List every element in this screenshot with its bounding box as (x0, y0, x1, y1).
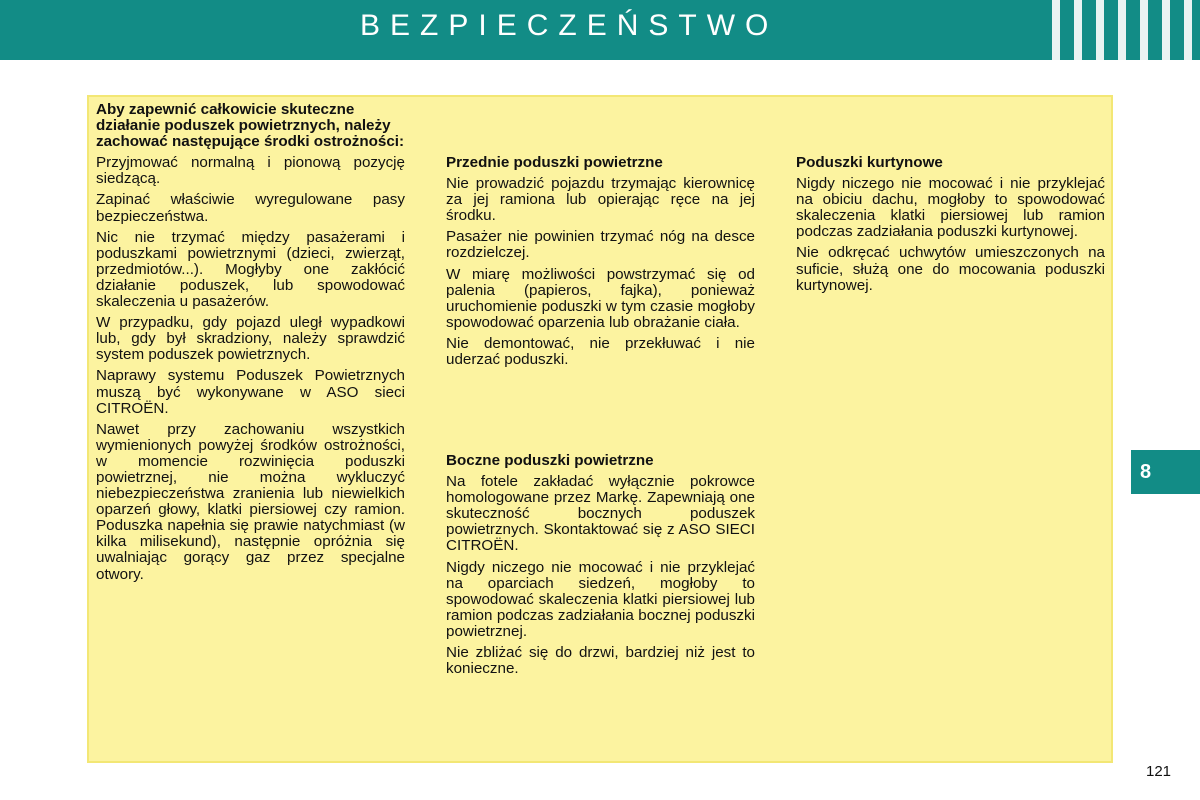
intro-paragraph: Nic nie trzymać między pasażerami i poduszkami powietrznymi (dzieci, zwierząt, przedmiotów...). Mogłyby one zakłócić działanie poduszek, lub spowodować skaleczenia u pasażerów. (96, 228, 405, 311)
page-number: 121 (1146, 763, 1172, 780)
curtain-airbags-section (796, 155, 1105, 299)
front-airbags-heading: Przednie poduszki powietrzne (446, 154, 663, 171)
front-airbags-section (446, 155, 755, 373)
front-airbags-paragraph: Pasażer nie powinien trzymać nóg na desce rozdzielczej. (446, 228, 755, 262)
curtain-airbags-heading: Poduszki kurtynowe (796, 154, 943, 171)
page-title: BEZPIECZEŃSTWO (360, 9, 779, 42)
header-decorative-stripes (1052, 0, 1200, 60)
side-airbags-heading: Boczne poduszki powietrzne (446, 452, 654, 469)
side-airbags-paragraph: Nie zbliżać się do drzwi, bardziej niż jest to konieczne. (446, 644, 755, 678)
side-airbags-paragraph: Nigdy niczego nie mocować i nie przyklejać na oparciach siedzeń, mogłoby to spowodować skaleczenia klatki piersiowej lub ramion podczas zadziałania bocznej poduszki powietrznej. (446, 558, 755, 640)
curtain-airbags-paragraph: Nigdy niczego nie mocować i nie przyklejać na obiciu dachu, mogłoby to spowodować skaleczenia klatki piersiowej lub ramion podczas zadziałania poduszki kurtynowej. (796, 175, 1105, 241)
header-bar (0, 0, 1200, 60)
side-airbags-paragraph: Na fotele zakładać wyłącznie pokrowce homologowane przez Markę. Zapewniają one skuteczność bocznych poduszek powietrznych. Skontaktować się z ASO SIECI CITROËN. (446, 473, 755, 555)
side-airbags-section (446, 453, 755, 682)
intro-paragraph: Naprawy systemu Poduszek Powietrznych muszą być wykonywane w ASO sieci CITROËN. (96, 367, 405, 417)
front-airbags-paragraph: Nie prowadzić pojazdu trzymając kierownicę za jej ramiona lub opierając ręce na jej środku. (446, 175, 755, 225)
intro-paragraph: Zapinać właściwie wyregulowane pasy bezpieczeństwa. (96, 191, 405, 225)
curtain-airbags-paragraph: Nie odkręcać uchwytów umieszczonych na suficie, służą one do mocowania poduszki kurtynowej. (796, 244, 1105, 294)
front-airbags-paragraph: W miarę możliwości powstrzymać się od palenia (papieros, fajka), ponieważ uruchomienie poduszki w tym czasie mogłoby spowodować oparzenia lub obrażanie ciała. (446, 265, 755, 331)
chapter-tab[interactable]: 8 (1131, 450, 1200, 494)
intro-paragraph: W przypadku, gdy pojazd uległ wypadkowi lub, gdy był skradziony, należy sprawdzić system poduszek powietrznych. (96, 314, 405, 364)
intro-paragraph: Nawet przy zachowaniu wszystkich wymienionych powyżej środków ostrożności, w momencie rozwinięcia poduszki powietrznej, nie można wykluczyć niebezpieczeństwa zranienia lub niewielkich oparzeń głowy, klatki piersiowej czy ramion. Poduszka napełnia się prawie natychmiast (w kilka milisekund), następnie opróżnia się uwalniając gorący gaz przez specjalne otwory. (96, 420, 405, 583)
front-airbags-paragraph: Nie demontować, nie przekłuwać i nie uderzać poduszki. (446, 334, 755, 369)
intro-paragraph: Przyjmować normalną i pionową pozycję siedzącą. (96, 154, 405, 188)
intro-column (96, 102, 405, 588)
intro-heading: Aby zapewnić całkowicie skuteczne działanie poduszek powietrznych, należy zachować następujące środki ostrożności: (96, 101, 405, 151)
